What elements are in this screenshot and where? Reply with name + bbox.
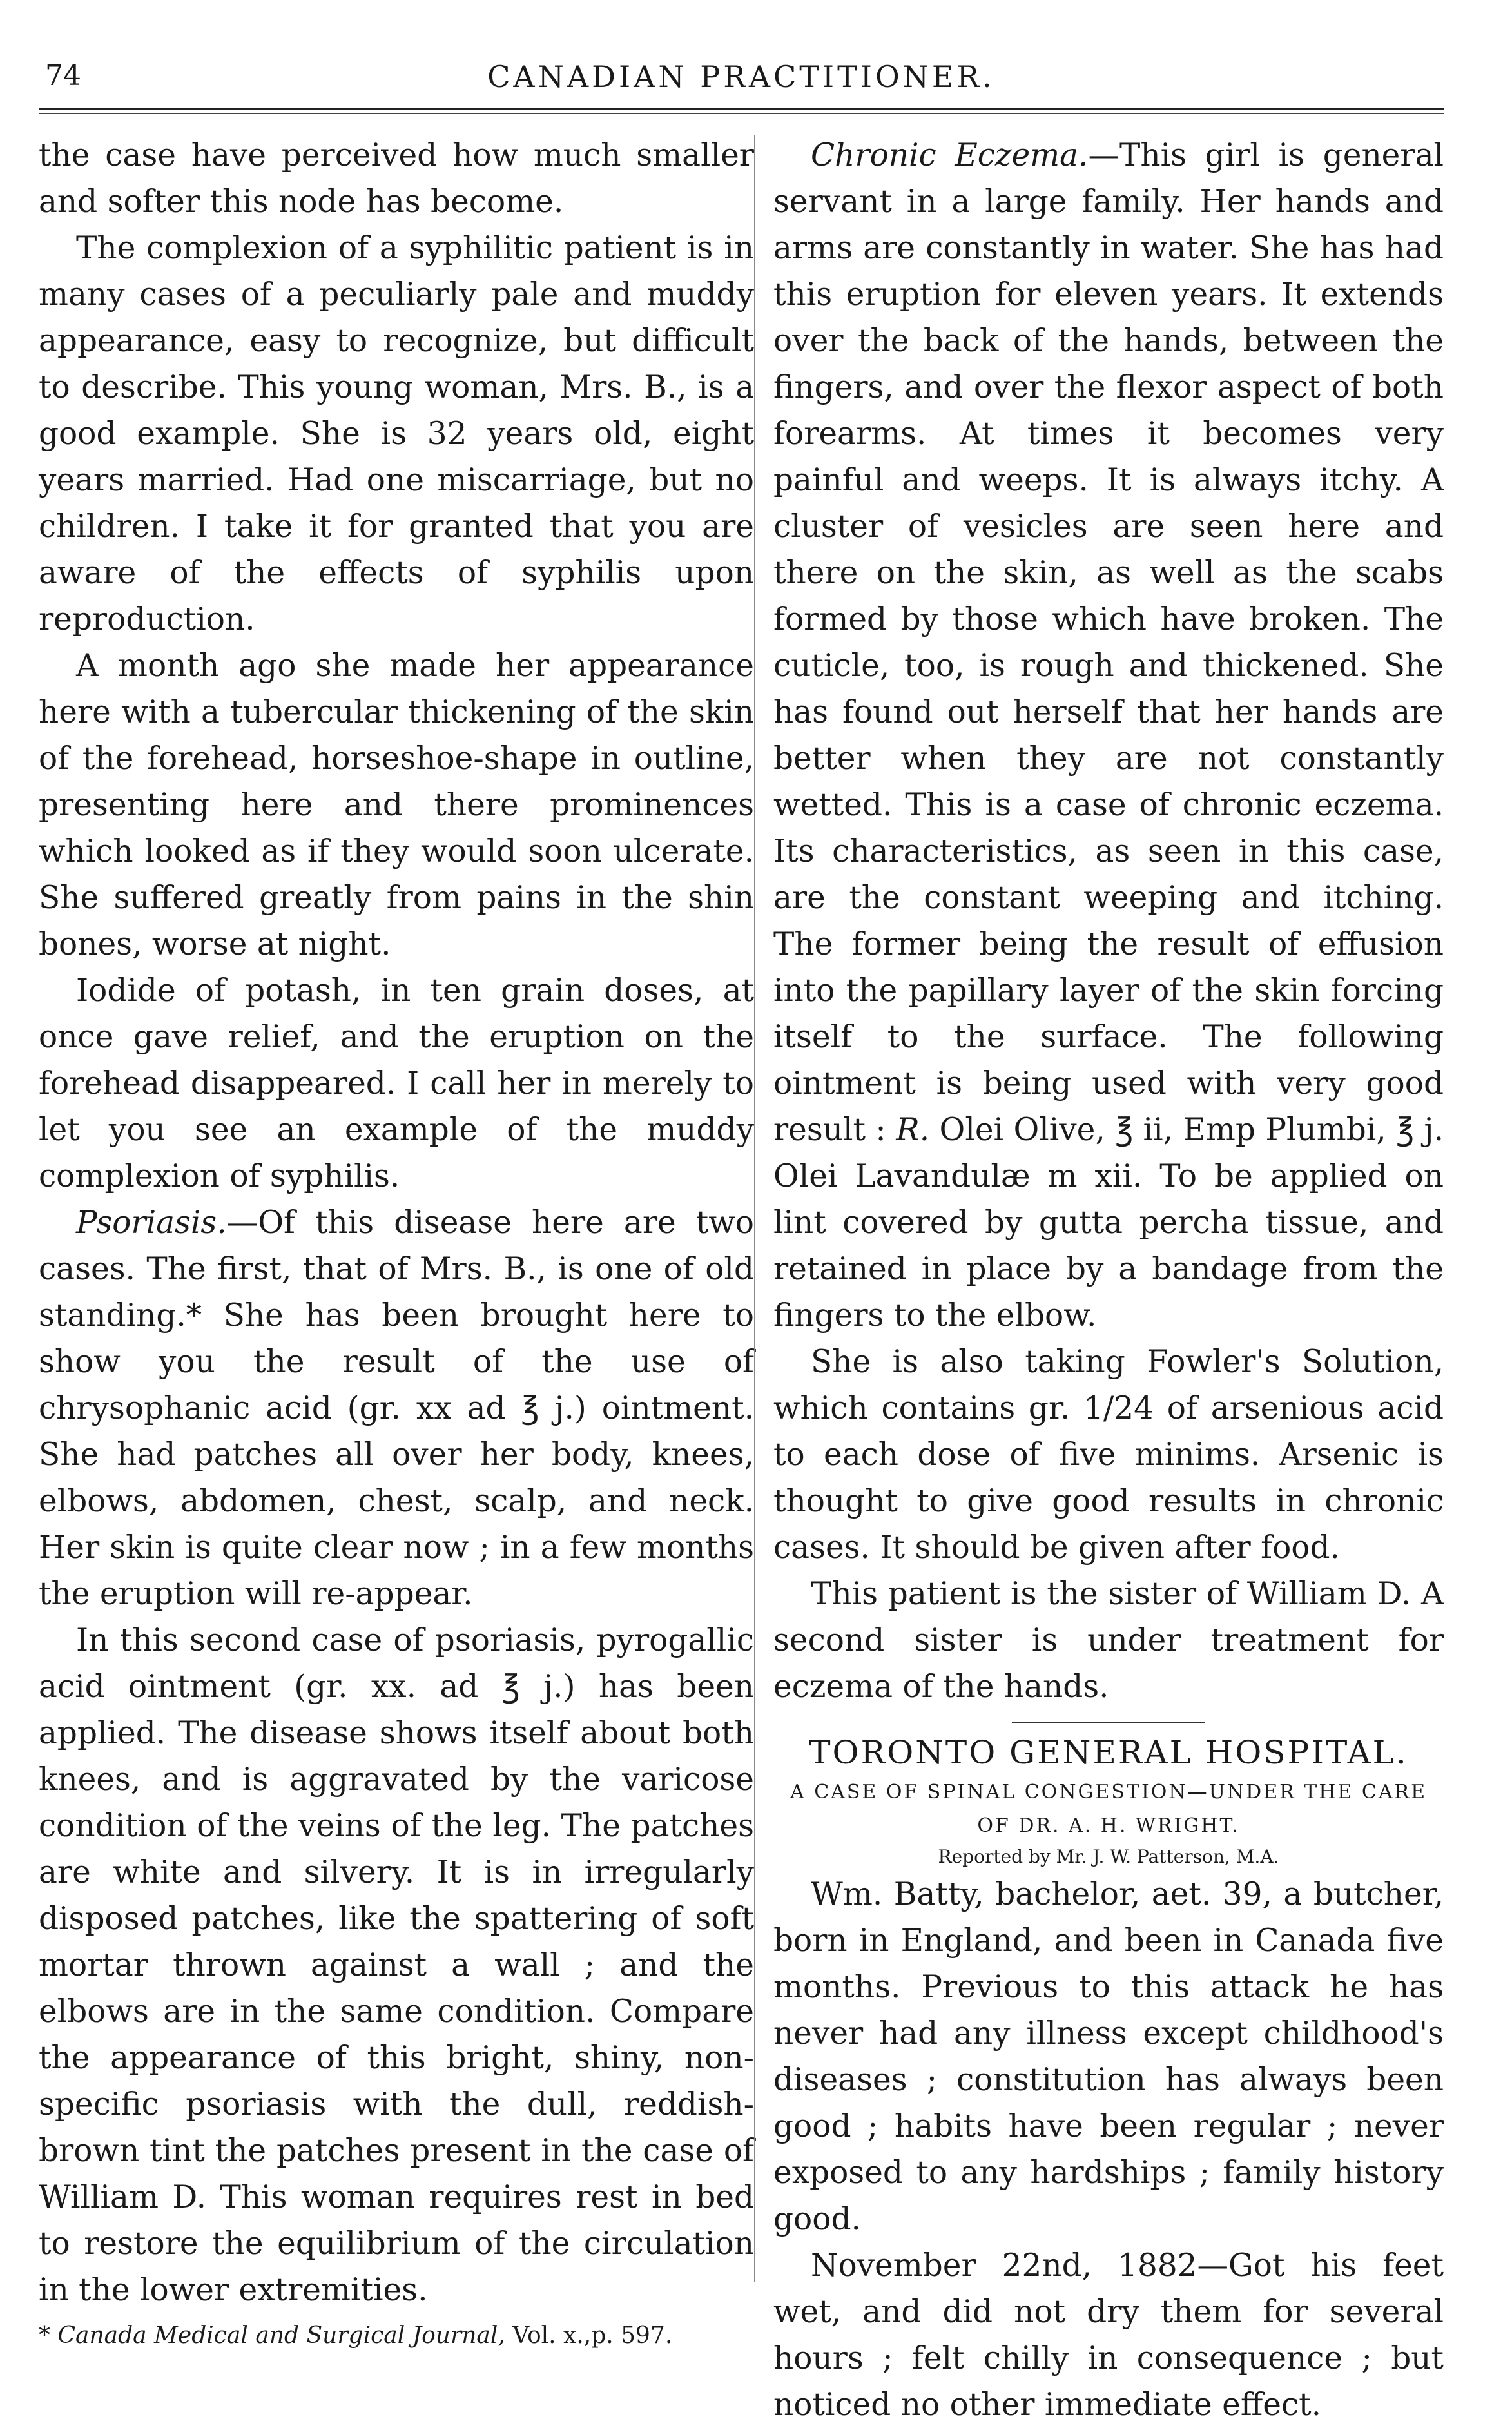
paragraph: A month ago she made her appearance here with a tubercular thickening of the skin of the forehead, horseshoe-shape in outline, presenting here and there prominences which looked as if they would soon ulcerate. She suffered greatly from pains in the shin bones, worse at night. <box>39 648 754 962</box>
left-column <box>39 132 754 2352</box>
column-divider <box>754 135 755 2282</box>
header-rule <box>39 108 1444 110</box>
eczema-paragraph <box>773 132 1444 1339</box>
psoriasis-text: —Of this disease here are two cases. The first, that of Mrs. B., is one of old standing.* She has been brought here to show you the result of the use of chrysophanic acid (gr. xx ad ℥ j.) ointment. She had patches all over her body, knees, elbows, abdomen, chest, scalp, and neck. Her skin is quite clear now ; in a few months the eruption will re-appear. <box>39 1205 754 1612</box>
eczema-label: Chronic Eczema. <box>811 137 1089 173</box>
paragraph: In this second case of psoriasis, pyrogallic acid ointment (gr. xx. ad ℥ j.) has been applied. The disease shows itself about both knees, and is aggravated by the varicose condition of the veins of the leg. The patches are white and silvery. It is in irregularly disposed patches, like the spattering of soft mortar thrown against a wall ; and the elbows are in the same condition. Compare the appearance of this bright, shiny, non-specific psoriasis with the dull, reddish-brown tint the patches present in the case of William D. This woman requires rest in bed to restore the equilibrium of the circulation in the lower extremities. <box>39 1622 754 2308</box>
footnote-mark: * <box>39 2322 58 2349</box>
page-header <box>39 59 1444 111</box>
rx-symbol: R. <box>896 1112 930 1148</box>
hospital-title: TORONTO GENERAL HOSPITAL. <box>809 1734 1408 1771</box>
paragraph: The complexion of a syphilitic patient is in many cases of a peculiarly pale and muddy appearance, easy to recognize, but difficult to describe. This young woman, Mrs. B., is a good example. She is 32 years old, eight years married. Had one miscarriage, but no children. I take it for granted that you are aware of the effects of syphilis upon reproduction. <box>39 230 754 637</box>
paragraph: the case have perceived how much smaller and softer this node has become. <box>39 137 754 220</box>
eczema-text-2: Olei Olive, ℥ ii, Emp Plumbi, ℥ j. Olei Lavandulæ m xii. To be applied on lint covered by gutta percha tissue, and retained in place by a bandage from the fingers to the elbow. <box>773 1112 1444 1334</box>
running-title: CANADIAN PRACTITIONER. <box>487 59 995 94</box>
header-rule-thin <box>39 113 1444 114</box>
reported-by: Reported by Mr. J. W. Patterson, M.A. <box>938 1846 1279 1867</box>
footnote <box>39 2320 754 2352</box>
page-number: 74 <box>45 59 81 92</box>
eczema-text: —This girl is general servant in a large family. Her hands and arms are constantly in water. She has had this eruption for eleven years. It extends over the back of the hands, between the fingers, and over the flexor aspect of both forearms. At times it becomes very painful and weeps. It is always itchy. A cluster of vesicles are seen here and there on the skin, as well as the scabs formed by those which have broken. The cuticle, too, is rough and thickened. She has found out herself that her hands are better when they are not constantly wetted. This is a case of chronic eczema. Its characteristics, as seen in this case, are the constant weeping and itching. The former being the result of effusion into the papillary layer of the skin forcing itself to the surface. The following ointment is being used with very good result : <box>773 137 1444 1148</box>
paragraph: She is also taking Fowler's Solution, which contains gr. 1/24 of arsenious acid to each dose of five minims. Arsenic is thought to give good results in chronic cases. It should be given after food. <box>773 1344 1444 1566</box>
hospital-subtitle: A CASE OF SPINAL CONGESTION—UNDER THE CARE OF DR. A. H. WRIGHT. <box>790 1781 1427 1837</box>
paragraph: This patient is the sister of William D. A second sister is under treatment for eczema of the hands. <box>773 1576 1444 1705</box>
footnote-title: Canada Medical and Surgical Journal, <box>57 2322 505 2349</box>
paragraph: November 22nd, 1882—Got his feet wet, and did not dry them for several hours ; felt chilly in consequence ; but noticed no other immediate effect. <box>773 2248 1444 2423</box>
footnote-ref: Vol. x.,p. 597. <box>505 2322 673 2349</box>
section-rule <box>1012 1722 1205 1723</box>
right-column <box>773 132 1444 2428</box>
paragraph: Iodide of potash, in ten grain doses, at once gave relief, and the eruption on the forehead disappeared. I call her in merely to let you see an example of the muddy complexion of syphilis. <box>39 973 754 1194</box>
psoriasis-label: Psoriasis. <box>76 1205 227 1241</box>
psoriasis-paragraph <box>39 1199 754 1617</box>
paragraph: Wm. Batty, bachelor, aet. 39, a butcher, born in England, and been in Canada five months. Previous to this attack he has never had any illness except childhood's diseases ; constitution has always been good ; habits have been regular ; never exposed to any hardships ; family history good. <box>773 1876 1444 2237</box>
